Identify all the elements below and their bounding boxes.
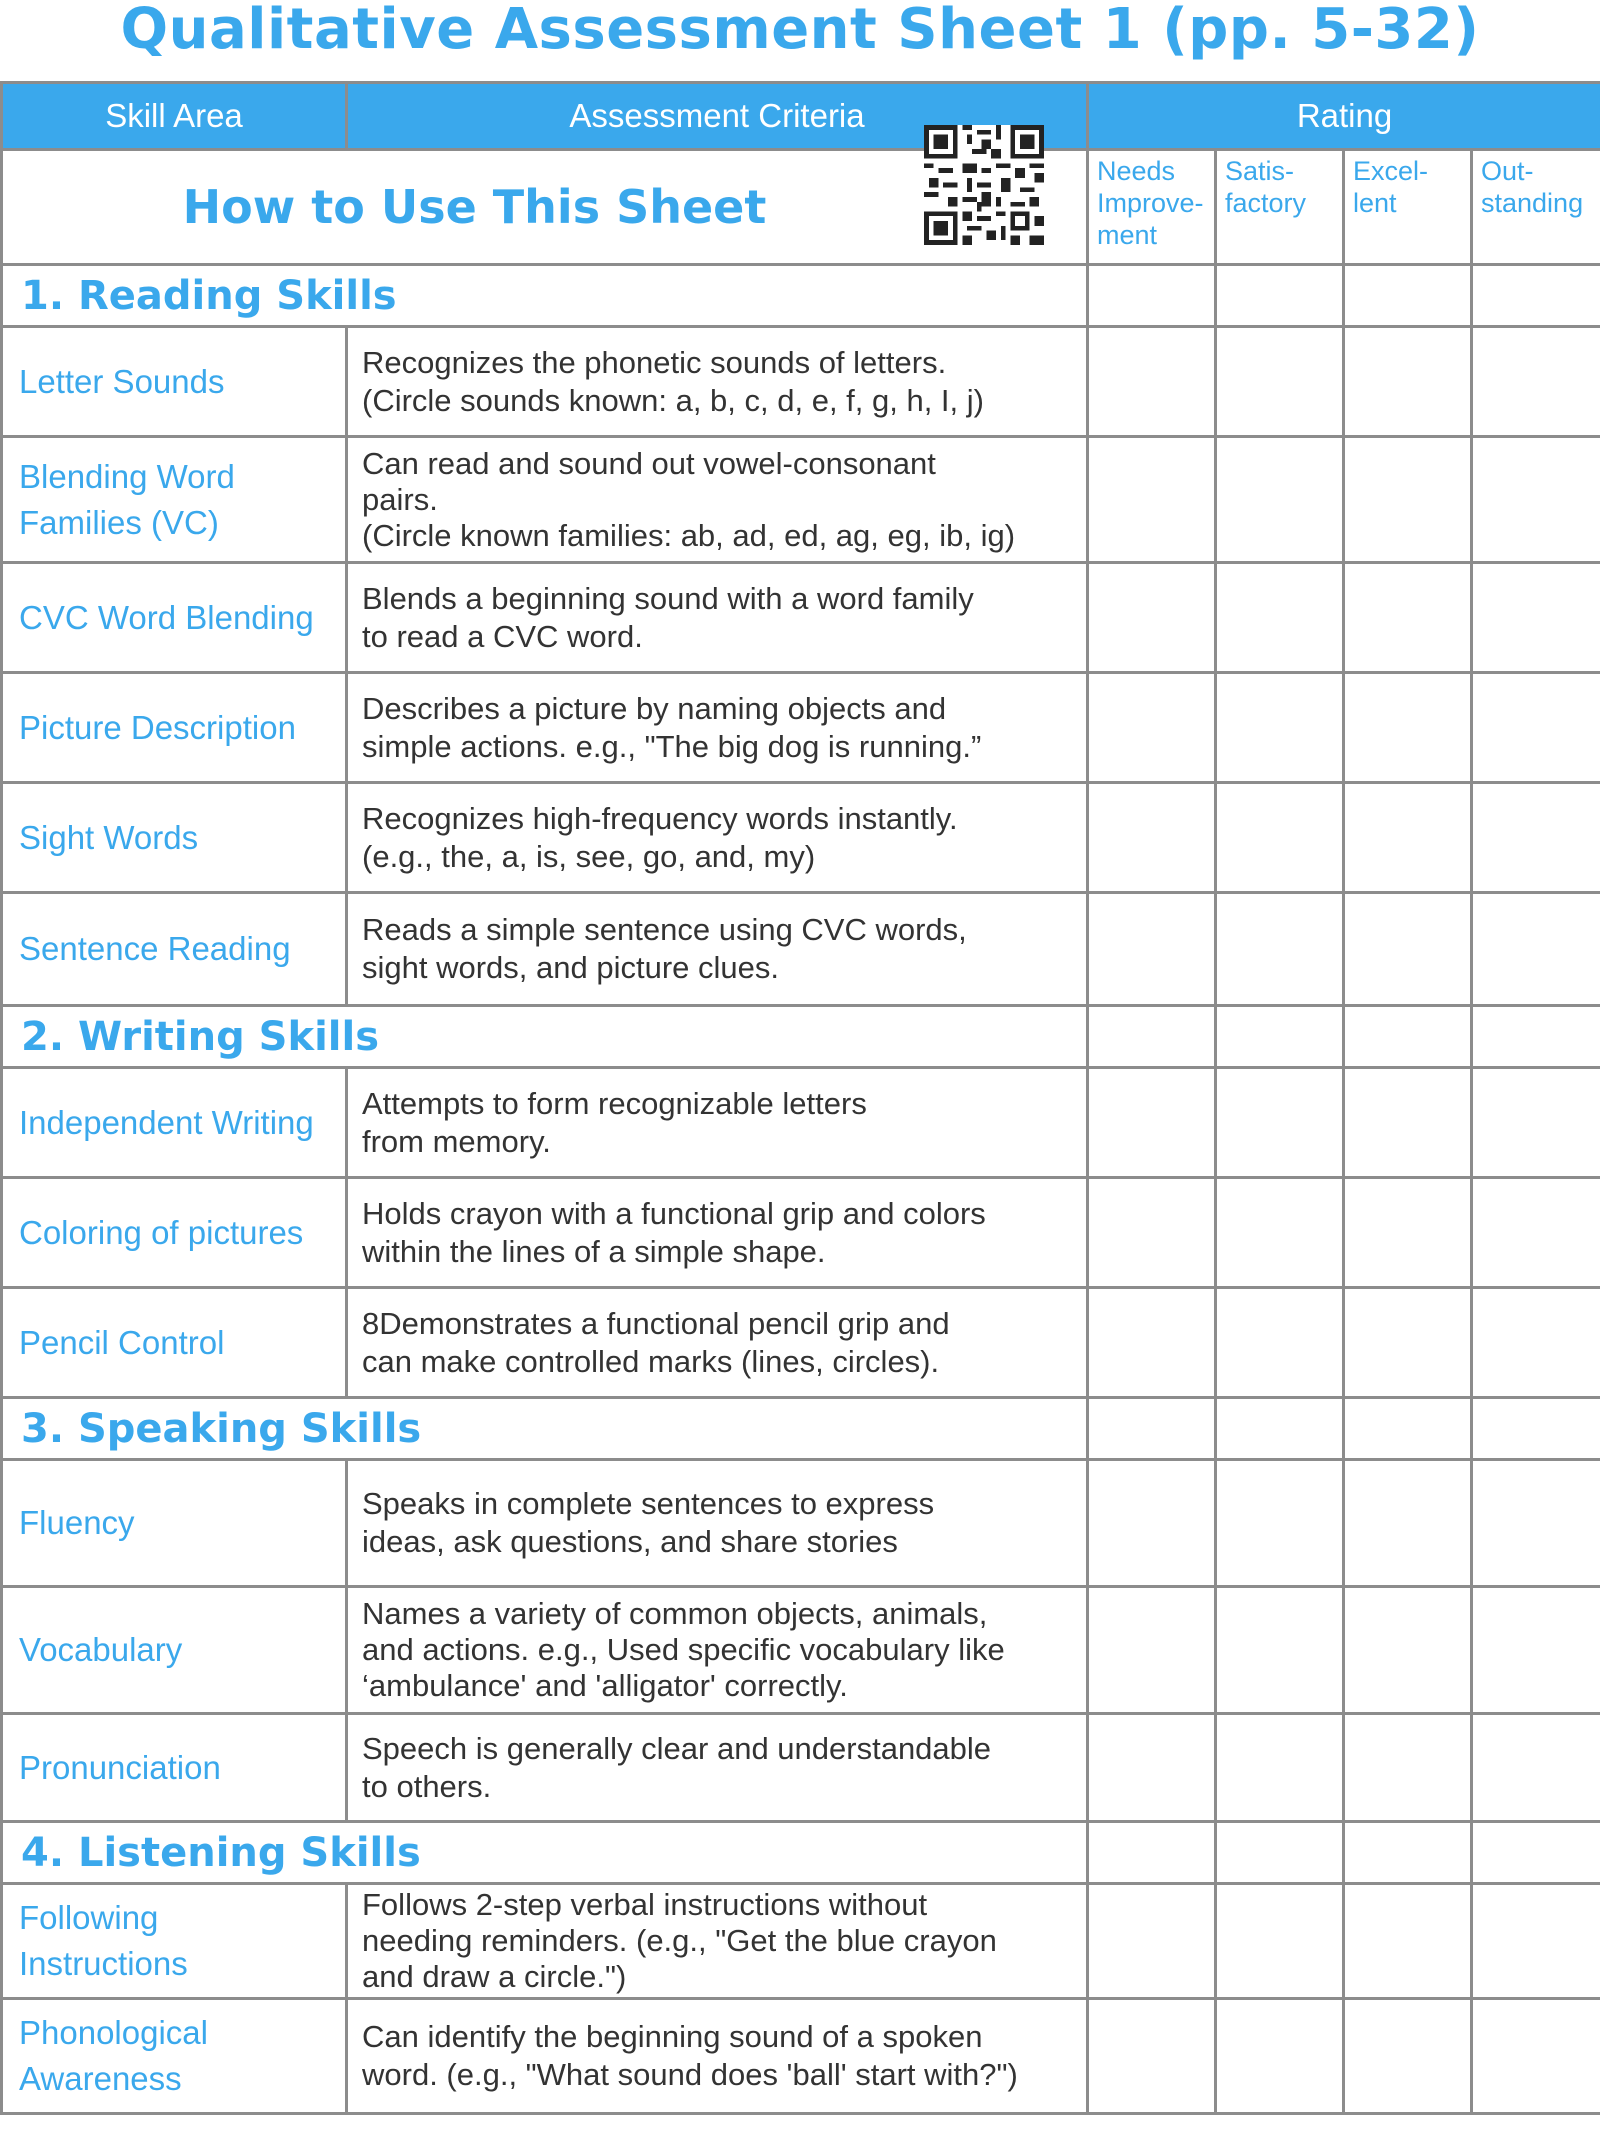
skill-row [2,327,1600,437]
rating-checkbox-cell[interactable] [1088,563,1216,673]
rating-label-line: Satis- [1225,156,1295,186]
criteria-line: Follows 2-step verbal instructions without [362,1887,928,1922]
rating-checkbox-cell[interactable] [1344,1714,1472,1822]
skill-name [2,327,347,437]
skill-name [2,783,347,893]
criteria-line: Holds crayon with a functional grip and colors [362,1195,986,1231]
rating-checkbox-cell[interactable] [1216,1587,1344,1714]
rating-checkbox-cell[interactable] [1088,1068,1216,1178]
rating-checkbox-cell[interactable] [1472,1288,1600,1398]
rating-checkbox-cell[interactable] [1344,893,1472,1006]
rating-checkbox-cell[interactable] [1088,327,1216,437]
criteria-text [347,1999,1088,2114]
criteria-text [347,1884,1088,1999]
rating-checkbox-cell[interactable] [1088,893,1216,1006]
skill-name [2,1587,347,1714]
criteria-line: to others. [362,1768,492,1804]
criteria-line: from memory. [362,1123,551,1159]
criteria-line: 8Demonstrates a functional pencil grip and [362,1305,950,1341]
rating-checkbox-cell[interactable] [1216,1884,1344,1999]
skill-row [2,893,1600,1006]
skill-name-line: Instructions [19,1945,188,1982]
criteria-line: ideas, ask questions, and share stories [362,1524,898,1559]
assessment-table [0,81,1600,2115]
header-rating: Rating [1088,83,1600,150]
rating-checkbox-cell[interactable] [1088,1587,1216,1714]
rating-checkbox-cell[interactable] [1216,1178,1344,1288]
skill-row [2,783,1600,893]
rating-checkbox-cell[interactable] [1472,1714,1600,1822]
rating-checkbox-cell[interactable] [1344,1178,1472,1288]
rating-cell [1472,1006,1600,1068]
skill-name [2,437,347,563]
page-title: Qualitative Assessment Sheet 1 (pp. 5-32) [120,0,1480,62]
rating-checkbox-cell[interactable] [1344,783,1472,893]
rating-checkbox-cell[interactable] [1472,893,1600,1006]
criteria-line: ‘ambulance' and 'alligator' correctly. [362,1668,848,1703]
rating-label-line: factory [1225,188,1307,218]
rating-label-1 [1088,150,1216,265]
rating-label-line: lent [1353,188,1397,218]
criteria-line: Speech is generally clear and understandable [362,1730,992,1766]
skill-row [2,437,1600,563]
criteria-text [347,1587,1088,1714]
criteria-line: Attempts to form recognizable letters [362,1085,867,1121]
how-to-cell [2,150,1088,265]
skill-name [2,1178,347,1288]
criteria-text [347,1288,1088,1398]
criteria-line: to read a CVC word. [362,618,643,654]
skill-name-line: Fluency [19,1504,135,1541]
criteria-line: within the lines of a simple shape. [362,1233,826,1269]
section-heading: 1. Reading Skills [2,265,1088,327]
skill-name-line: Awareness [19,2060,182,2097]
criteria-line: and draw a circle.") [362,1959,627,1994]
skill-name-line: Pronunciation [19,1748,221,1786]
rating-checkbox-cell[interactable] [1344,437,1472,563]
rating-checkbox-cell[interactable] [1088,1884,1216,1999]
rating-checkbox-cell[interactable] [1088,437,1216,563]
rating-label-line: Needs [1097,156,1176,186]
skill-row [2,563,1600,673]
rating-checkbox-cell[interactable] [1344,1884,1472,1999]
criteria-line: Reads a simple sentence using CVC words, [362,912,967,947]
rating-cell [1472,1398,1600,1460]
rating-label-line: Improve- [1097,188,1204,218]
rating-cell [1344,1006,1472,1068]
rating-cell [1216,1006,1344,1068]
rating-checkbox-cell[interactable] [1344,1288,1472,1398]
section-row [2,265,1600,327]
skill-name-line: Picture Description [19,708,296,746]
rating-checkbox-cell[interactable] [1216,673,1344,783]
how-to-title: How to Use This Sheet [182,180,767,234]
rating-checkbox-cell[interactable] [1088,783,1216,893]
criteria-line: (Circle sounds known: a, b, c, d, e, f, g, h, I, j) [362,382,984,418]
criteria-text [347,1068,1088,1178]
rating-checkbox-cell[interactable] [1344,563,1472,673]
rating-label-line: Out- [1481,156,1534,186]
rating-checkbox-cell[interactable] [1472,1068,1600,1178]
rating-checkbox-cell[interactable] [1088,1178,1216,1288]
rating-checkbox-cell[interactable] [1472,563,1600,673]
skill-name-line: Families (VC) [19,503,219,541]
skill-row [2,1999,1600,2114]
rating-checkbox-cell[interactable] [1472,437,1600,563]
section-heading: 2. Writing Skills [2,1006,1088,1068]
skill-row [2,1714,1600,1822]
section-row [2,1398,1600,1460]
rating-cell [1216,265,1344,327]
rating-checkbox-cell[interactable] [1472,673,1600,783]
criteria-line: simple actions. e.g., "The big dog is running.” [362,728,982,764]
skill-row [2,1460,1600,1587]
skill-name [2,1714,347,1822]
rating-checkbox-cell[interactable] [1088,1714,1216,1822]
rating-checkbox-cell[interactable] [1344,673,1472,783]
criteria-line: Recognizes high-frequency words instantly. [362,800,958,836]
rating-checkbox-cell[interactable] [1088,1460,1216,1587]
skill-name-line: CVC Word Blending [19,598,314,636]
criteria-text [347,1460,1088,1587]
section-heading: 3. Speaking Skills [2,1398,1088,1460]
skill-name [2,673,347,783]
rating-checkbox-cell[interactable] [1344,1587,1472,1714]
rating-cell [1216,1398,1344,1460]
rating-checkbox-cell[interactable] [1472,1587,1600,1714]
criteria-line: and actions. e.g., Used specific vocabulary like [362,1632,1005,1667]
header-row [2,83,1600,150]
criteria-text [347,1714,1088,1822]
rating-checkbox-cell[interactable] [1216,1288,1344,1398]
skill-name-line: Coloring of pictures [19,1213,304,1251]
rating-label-line: Excel- [1353,156,1429,186]
rating-cell [1088,1006,1216,1068]
rating-label-2 [1216,150,1344,265]
skill-row [2,1068,1600,1178]
section-row [2,1006,1600,1068]
skill-row [2,1884,1600,1999]
criteria-line: (e.g., the, a, is, see, go, and, my) [362,838,816,874]
rating-checkbox-cell[interactable] [1088,1999,1216,2114]
rating-checkbox-cell[interactable] [1344,1999,1472,2114]
rating-checkbox-cell[interactable] [1216,1068,1344,1178]
skill-name [2,893,347,1006]
skill-row [2,1178,1600,1288]
criteria-text [347,783,1088,893]
rating-cell [1088,265,1216,327]
rating-label-line: ment [1097,220,1158,250]
criteria-line: (Circle known families: ab, ad, ed, ag, eg, ib, ig) [362,517,1016,553]
criteria-line: Can read and sound out vowel-consonant [362,445,936,481]
rating-checkbox-cell[interactable] [1216,783,1344,893]
rating-checkbox-cell[interactable] [1216,1460,1344,1587]
rating-checkbox-cell[interactable] [1472,1178,1600,1288]
rating-cell [1088,1822,1216,1884]
skill-name-line: Pencil Control [19,1323,225,1361]
rating-checkbox-cell[interactable] [1216,327,1344,437]
skill-name-line: Letter Sounds [19,362,225,400]
criteria-line: Speaks in complete sentences to express [362,1486,935,1521]
rating-label-line: standing [1481,188,1584,218]
criteria-line: Blends a beginning sound with a word family [362,580,974,616]
criteria-line: can make controlled marks (lines, circles). [362,1343,940,1379]
skill-name [2,1884,347,1999]
rating-checkbox-cell[interactable] [1344,1068,1472,1178]
rating-cell [1344,1822,1472,1884]
criteria-line: needing reminders. (e.g., "Get the blue crayon [362,1923,997,1958]
criteria-line: Can identify the beginning sound of a spoken [362,2019,983,2054]
rating-label-3 [1344,150,1472,265]
rating-cell [1472,265,1600,327]
criteria-line: pairs. [362,481,438,517]
rating-checkbox-cell[interactable] [1472,327,1600,437]
criteria-text [347,327,1088,437]
skill-row [2,673,1600,783]
rating-checkbox-cell[interactable] [1216,1714,1344,1822]
criteria-text [347,893,1088,1006]
criteria-line: sight words, and picture clues. [362,950,779,985]
header-assessment-criteria: Assessment Criteria [347,83,1088,150]
skill-row [2,1587,1600,1714]
skill-name-line: Sentence Reading [19,930,291,967]
criteria-line: Describes a picture by naming objects and [362,690,947,726]
skill-name-line: Blending Word [19,457,235,495]
skill-name [2,1999,347,2114]
criteria-text [347,1178,1088,1288]
rating-checkbox-cell[interactable] [1344,327,1472,437]
rating-checkbox-cell[interactable] [1216,1999,1344,2114]
qr-code-icon[interactable] [924,125,1044,245]
rating-label-4 [1472,150,1600,265]
skill-name [2,563,347,673]
rating-checkbox-cell[interactable] [1344,1460,1472,1587]
rating-checkbox-cell[interactable] [1472,1884,1600,1999]
rating-checkbox-cell[interactable] [1472,1999,1600,2114]
criteria-text [347,563,1088,673]
section-row [2,1822,1600,1884]
skill-name [2,1460,347,1587]
rating-cell [1216,1822,1344,1884]
criteria-text [347,437,1088,563]
rating-cell [1344,265,1472,327]
rating-checkbox-cell[interactable] [1216,563,1344,673]
criteria-line: Names a variety of common objects, animals, [362,1596,988,1631]
rating-cell [1344,1398,1472,1460]
skill-name-line: Vocabulary [19,1631,183,1668]
rating-checkbox-cell[interactable] [1472,783,1600,893]
rating-cell [1088,1398,1216,1460]
criteria-text [347,673,1088,783]
header-skill-area: Skill Area [2,83,347,150]
skill-name [2,1068,347,1178]
skill-name-line: Independent Writing [19,1103,314,1141]
rating-cell [1472,1822,1600,1884]
skill-row [2,1288,1600,1398]
rating-checkbox-cell[interactable] [1216,437,1344,563]
rating-checkbox-cell[interactable] [1216,893,1344,1006]
how-to-row [2,150,1600,265]
criteria-line: word. (e.g., "What sound does 'ball' start with?") [362,2057,1018,2092]
rating-checkbox-cell[interactable] [1088,1288,1216,1398]
skill-name [2,1288,347,1398]
rating-checkbox-cell[interactable] [1472,1460,1600,1587]
skill-name-line: Phonological [19,2014,208,2051]
skill-name-line: Following [19,1899,159,1936]
skill-name-line: Sight Words [19,818,199,856]
rating-checkbox-cell[interactable] [1088,673,1216,783]
section-heading: 4. Listening Skills [2,1822,1088,1884]
criteria-line: Recognizes the phonetic sounds of letters. [362,344,947,380]
